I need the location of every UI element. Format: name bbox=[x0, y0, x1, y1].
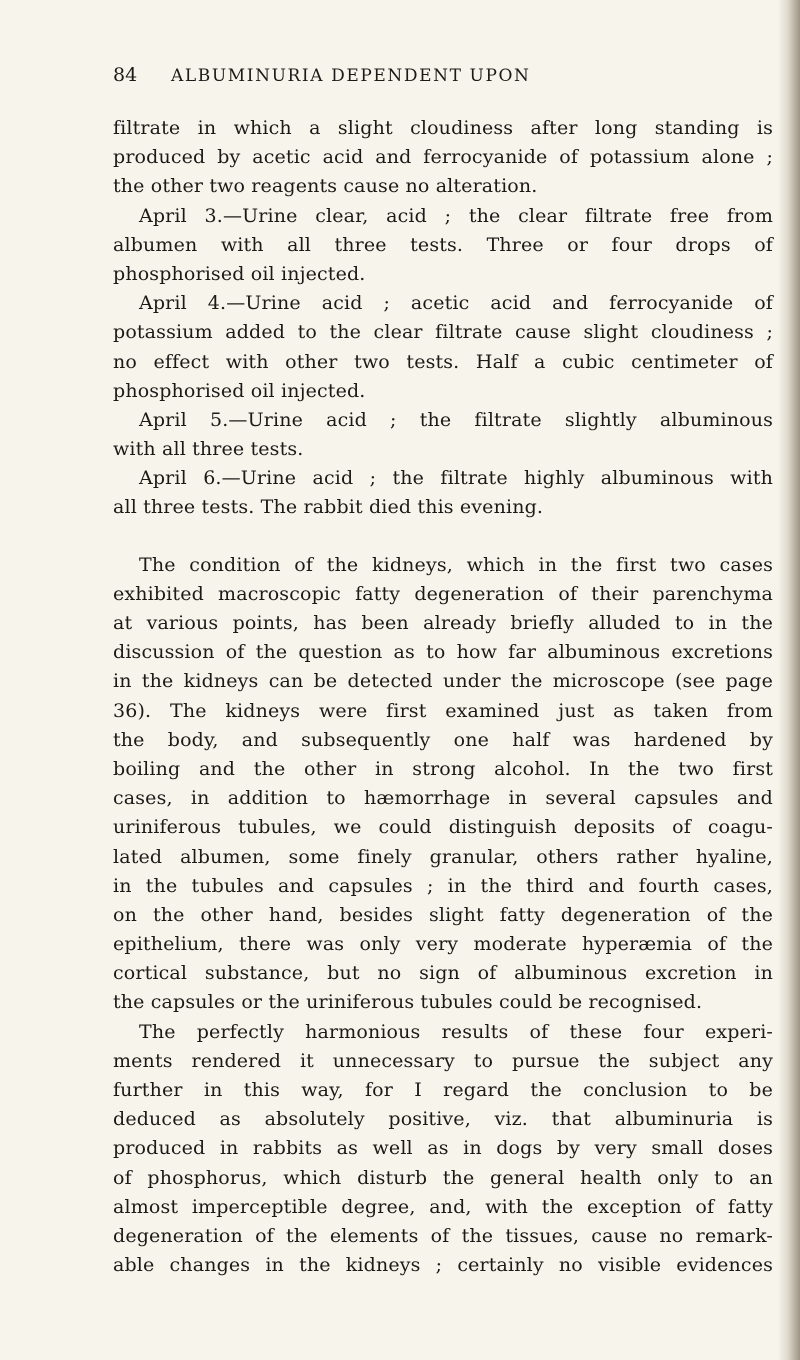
paragraph bbox=[113, 464, 773, 522]
text-line: boiling and the other in strong alcohol. In the two first bbox=[113, 757, 773, 780]
text-line: April 4.—Urine acid ; acetic acid and ferrocyanide of bbox=[139, 292, 773, 315]
text-line: able changes in the kidneys ; certainly no visible evidences bbox=[113, 1254, 773, 1277]
text-line: degeneration of the elements of the tissues, cause no remark- bbox=[113, 1224, 773, 1247]
paragraph bbox=[113, 202, 773, 290]
section-break bbox=[113, 523, 773, 551]
text-line: at various points, has been already briefly alluded to in the bbox=[113, 612, 773, 634]
paragraph bbox=[113, 1018, 773, 1281]
text-line: April 6.—Urine acid ; the filtrate highly albuminous with bbox=[139, 467, 773, 490]
page-header bbox=[113, 64, 773, 100]
running-head: ALBUMINURIA DEPENDENT UPON bbox=[171, 66, 531, 86]
paragraph bbox=[113, 289, 773, 406]
text-line: April 3.—Urine clear, acid ; the clear filtrate free from bbox=[139, 204, 773, 227]
text-line: almost imperceptible degree, and, with the exception of fatty bbox=[113, 1195, 773, 1218]
text-line: the other two reagents cause no alteration. bbox=[113, 175, 538, 198]
text-line: April 5.—Urine acid ; the filtrate slightly albuminous bbox=[139, 408, 773, 431]
text-line: exhibited macroscopic fatty degeneration of their parenchyma bbox=[113, 582, 773, 605]
text-line: phosphorised oil injected. bbox=[113, 379, 366, 402]
text-line: epithelium, there was only very moderate hyperæmia of the bbox=[113, 933, 773, 956]
page-edge-shadow bbox=[778, 0, 800, 1360]
text-line: phosphorised oil injected. bbox=[113, 262, 366, 285]
text-line: albumen with all three tests. Three or four drops of bbox=[113, 233, 773, 256]
paragraph bbox=[113, 551, 773, 1018]
text-line: lated albumen, some finely granular, others rather hyaline, bbox=[113, 845, 773, 868]
text-line: with all three tests. bbox=[113, 438, 304, 461]
text-line: ments rendered it unnecessary to pursue the subject any bbox=[113, 1049, 773, 1072]
text-line: in the kidneys can be detected under the microscope (see page bbox=[113, 670, 773, 693]
text-line: cases, in addition to hæmorrhage in several capsules and bbox=[113, 787, 773, 810]
text-line: cortical substance, but no sign of albuminous excretion in bbox=[113, 962, 773, 985]
text-line: further in this way, for I regard the conclusion to be bbox=[113, 1079, 773, 1101]
text-line: deduced as absolutely positive, viz. that albuminuria is bbox=[113, 1108, 773, 1131]
text-line: The condition of the kidneys, which in the first two cases bbox=[139, 553, 773, 576]
text-line: 36). The kidneys were first examined just as taken from bbox=[113, 699, 773, 722]
page-number: 84 bbox=[113, 64, 138, 86]
paragraph bbox=[113, 406, 773, 464]
text-line: uriniferous tubules, we could distinguish deposits of coagu- bbox=[113, 816, 773, 839]
text-line: discussion of the question as to how far albuminous excretions bbox=[113, 641, 773, 664]
text-line: on the other hand, besides slight fatty degeneration of the bbox=[113, 903, 773, 926]
text-line: produced in rabbits as well as in dogs by very small doses bbox=[113, 1137, 773, 1160]
text-line: the capsules or the uriniferous tubules could be recognised. bbox=[113, 991, 703, 1014]
text-line: of phosphorus, which disturb the general health only to an bbox=[113, 1166, 773, 1189]
text-line: no effect with other two tests. Half a cubic centimeter of bbox=[113, 350, 773, 373]
text-line: produced by acetic acid and ferrocyanide of potassium alone ; bbox=[113, 146, 773, 169]
paragraph bbox=[113, 114, 773, 202]
text-line: potassium added to the clear filtrate cause slight cloudiness ; bbox=[113, 321, 773, 344]
text-line: all three tests. The rabbit died this evening. bbox=[113, 496, 544, 519]
text-line: The perfectly harmonious results of these four experi- bbox=[139, 1020, 773, 1043]
text-line: in the tubules and capsules ; in the third and fourth cases, bbox=[113, 874, 773, 897]
text-line: filtrate in which a slight cloudiness after long standing is bbox=[113, 117, 773, 139]
text-line: the body, and subsequently one half was hardened by bbox=[113, 728, 773, 751]
body-text bbox=[113, 114, 773, 1280]
